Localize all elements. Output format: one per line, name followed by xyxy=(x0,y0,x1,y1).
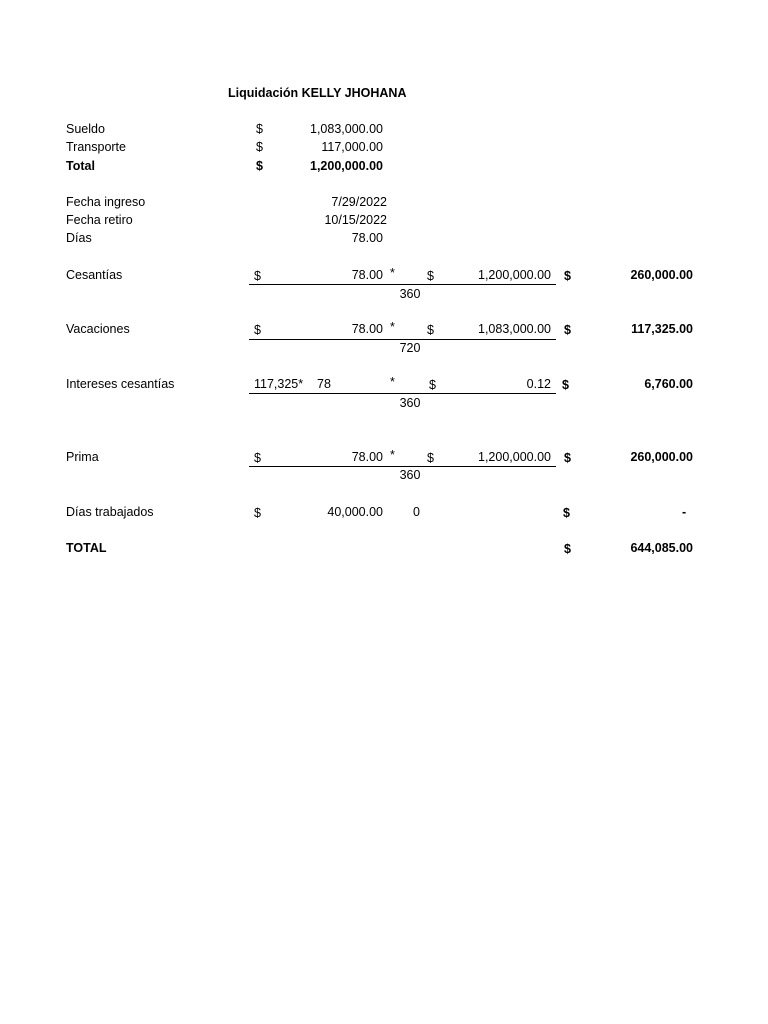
sueldo-label: Sueldo xyxy=(66,122,105,136)
fraction-bar xyxy=(249,466,556,467)
prima-label: Prima xyxy=(66,450,99,464)
prima-base: 1,200,000.00 xyxy=(478,450,551,464)
dias-label: Días xyxy=(66,231,92,245)
currency-sign: $ xyxy=(254,269,261,283)
currency-sign: $ xyxy=(564,451,571,465)
multiply-sign: * xyxy=(390,448,395,462)
cesantias-label: Cesantías xyxy=(66,268,123,282)
dias-trabajados-count: 0 xyxy=(413,505,420,519)
currency-sign: $ xyxy=(564,323,571,337)
currency-sign: $ xyxy=(564,542,571,556)
fecha-ingreso-value: 7/29/2022 xyxy=(331,195,387,209)
total-value: 1,200,000.00 xyxy=(310,159,383,173)
fecha-ingreso-label: Fecha ingreso xyxy=(66,195,146,209)
currency-sign: $ xyxy=(256,159,263,173)
currency-sign: $ xyxy=(256,122,263,136)
currency-sign: $ xyxy=(427,323,434,337)
currency-sign: $ xyxy=(564,269,571,283)
vacaciones-result: 117,325.00 xyxy=(631,322,693,336)
cesantias-divisor: 360 xyxy=(399,287,421,301)
total-label: Total xyxy=(66,159,95,173)
dias-trabajados-result: - xyxy=(682,505,687,519)
currency-sign: $ xyxy=(562,378,569,392)
dias-trabajados-value: 40,000.00 xyxy=(327,505,383,519)
currency-sign: $ xyxy=(254,451,261,465)
grand-total-label: TOTAL xyxy=(66,541,107,555)
page-title: Liquidación KELLY JHOHANA xyxy=(228,86,407,100)
intereses-label: Intereses cesantías xyxy=(66,377,175,391)
multiply-sign: * xyxy=(390,320,395,334)
cesantias-days: 78.00 xyxy=(351,268,383,282)
prima-divisor: 360 xyxy=(399,468,421,482)
transporte-value: 117,000.00 xyxy=(321,140,383,154)
fraction-bar xyxy=(249,339,556,340)
grand-total-value: 644,085.00 xyxy=(630,541,693,555)
intereses-divisor: 360 xyxy=(399,396,421,410)
vacaciones-divisor: 720 xyxy=(399,341,421,355)
sueldo-value: 1,083,000.00 xyxy=(310,122,383,136)
intereses-rate: 0.12 xyxy=(526,377,551,391)
intereses-result: 6,760.00 xyxy=(644,377,693,391)
dias-value: 78.00 xyxy=(351,231,383,245)
fecha-retiro-value: 10/15/2022 xyxy=(324,213,387,227)
multiply-sign: * xyxy=(390,375,395,389)
currency-sign: $ xyxy=(429,378,436,392)
currency-sign: $ xyxy=(427,451,434,465)
prima-result: 260,000.00 xyxy=(630,450,693,464)
currency-sign: $ xyxy=(254,323,261,337)
prima-days: 78.00 xyxy=(351,450,383,464)
fraction-bar xyxy=(249,284,556,285)
fecha-retiro-label: Fecha retiro xyxy=(66,213,133,227)
vacaciones-days: 78.00 xyxy=(351,322,383,336)
vacaciones-base: 1,083,000.00 xyxy=(478,322,551,336)
vacaciones-label: Vacaciones xyxy=(66,322,130,336)
transporte-label: Transporte xyxy=(66,140,126,154)
intereses-expression: 117,325* xyxy=(254,377,304,391)
cesantias-base: 1,200,000.00 xyxy=(478,268,551,282)
fraction-bar xyxy=(249,393,556,394)
dias-trabajados-label: Días trabajados xyxy=(66,505,154,519)
currency-sign: $ xyxy=(254,506,261,520)
currency-sign: $ xyxy=(427,269,434,283)
intereses-days: 78 xyxy=(317,377,331,391)
multiply-sign: * xyxy=(390,266,395,280)
currency-sign: $ xyxy=(256,140,263,154)
currency-sign: $ xyxy=(563,506,570,520)
cesantias-result: 260,000.00 xyxy=(630,268,693,282)
